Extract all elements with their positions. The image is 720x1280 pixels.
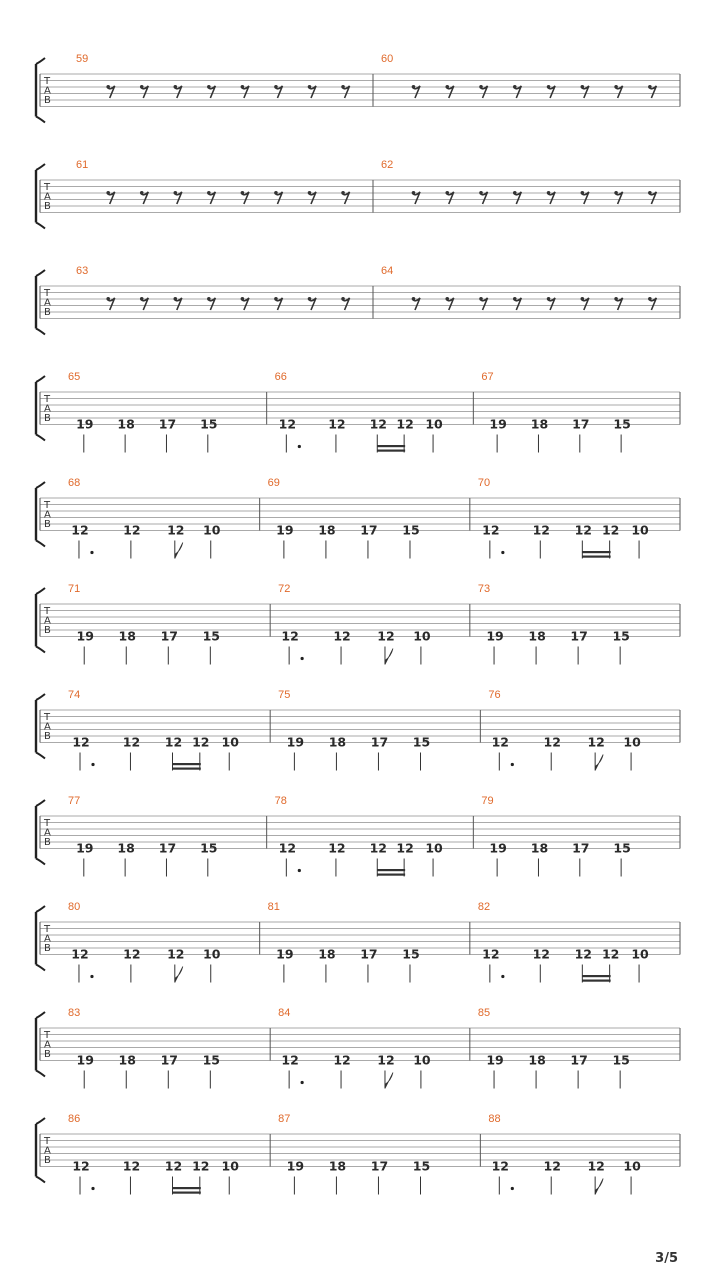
tab-clef-letter: B: [44, 201, 51, 212]
bracket-hook-bottom: [36, 965, 45, 971]
rhythm-dot: [298, 869, 301, 872]
fret-number: 17: [370, 1158, 389, 1174]
rest-dot: [140, 191, 144, 195]
fret-number: 19: [486, 1052, 504, 1068]
fret-number: 17: [360, 946, 378, 962]
measure-number: 64: [381, 265, 394, 277]
fret-number: 18: [117, 416, 135, 432]
rest-dot: [614, 297, 618, 301]
measure-number: 81: [267, 901, 280, 913]
tab-clef-letter: B: [44, 731, 51, 742]
fret-number: 15: [612, 628, 630, 644]
rhythm-dot: [501, 551, 504, 554]
fret-number: 12: [122, 734, 141, 750]
fret-number: 19: [486, 628, 504, 644]
fret-number: 17: [572, 840, 590, 856]
bracket-hook-top: [36, 164, 45, 170]
rest-dot: [648, 297, 652, 301]
tab-clef-letter: A: [44, 615, 51, 627]
measure-number: 72: [278, 583, 291, 595]
measure-number: 63: [76, 265, 89, 277]
measure-number: 61: [76, 159, 89, 171]
fret-number: 18: [118, 1052, 136, 1068]
tab-clef-letter: B: [44, 413, 51, 424]
fret-number: 18: [117, 840, 135, 856]
rest-dot: [445, 191, 449, 195]
fret-number: 15: [412, 1158, 431, 1174]
bracket-hook-top: [36, 482, 45, 488]
fret-number: 18: [318, 946, 336, 962]
fret-number: 12: [587, 734, 605, 750]
bracket-hook-top: [36, 1118, 45, 1124]
tab-clef-letter: B: [44, 837, 51, 848]
rest-dot: [648, 191, 652, 195]
fret-number: 10: [631, 522, 649, 538]
tab-clef-letter: T: [44, 182, 51, 193]
tab-clef-letter: B: [44, 307, 51, 318]
rest-dot: [106, 297, 110, 301]
rest-dot: [241, 85, 245, 89]
bracket-hook-bottom: [36, 1071, 45, 1077]
fret-number: 12: [122, 1158, 141, 1174]
tab-clef-letter: B: [44, 625, 51, 636]
fret-number: 12: [377, 628, 395, 644]
fret-number: 19: [286, 734, 305, 750]
measure-number: 67: [481, 371, 494, 383]
measure-number: 77: [68, 795, 81, 807]
rest-dot: [412, 191, 416, 195]
fret-number: 12: [396, 840, 414, 856]
beam: [377, 874, 405, 876]
eighth-flag: [385, 1073, 393, 1089]
measure-number: 59: [76, 53, 89, 65]
bracket-hook-bottom: [36, 1177, 45, 1183]
tab-system: [36, 159, 680, 229]
rest-dot: [207, 85, 211, 89]
rhythm-dot: [298, 445, 301, 448]
fret-number: 12: [72, 1158, 90, 1174]
bracket-hook-bottom: [36, 117, 45, 123]
rest-dot: [581, 85, 585, 89]
tab-clef-letter: A: [44, 827, 51, 839]
fret-number: 12: [192, 734, 210, 750]
rest-dot: [308, 297, 312, 301]
fret-number: 12: [574, 522, 593, 538]
beam: [172, 1187, 200, 1189]
fret-number: 12: [491, 734, 510, 750]
eighth-flag: [385, 649, 393, 665]
rest-dot: [207, 297, 211, 301]
beam: [582, 975, 610, 977]
tab-system: [36, 1113, 680, 1195]
rhythm-dot: [91, 1187, 94, 1190]
fret-number: 17: [160, 628, 178, 644]
bracket-hook-bottom: [36, 541, 45, 547]
rhythm-dot: [501, 975, 504, 978]
tab-clef-letter: B: [44, 1049, 51, 1060]
rest-dot: [174, 297, 178, 301]
beam: [582, 556, 610, 558]
measure-number: 88: [488, 1113, 501, 1125]
tab-clef-letter: A: [44, 1145, 51, 1157]
fret-number: 12: [482, 946, 500, 962]
fret-number: 12: [328, 416, 346, 432]
tab-clef-letter: A: [44, 191, 51, 203]
tab-clef-letter: B: [44, 1155, 51, 1166]
fret-number: 19: [489, 416, 507, 432]
rhythm-dot: [301, 1081, 304, 1084]
fret-number: 15: [613, 416, 631, 432]
fret-number: 12: [281, 1052, 299, 1068]
fret-number: 10: [425, 840, 443, 856]
bracket-hook-bottom: [36, 647, 45, 653]
bracket-hook-bottom: [36, 859, 45, 865]
fret-number: 12: [369, 416, 387, 432]
rest-dot: [513, 85, 517, 89]
fret-number: 15: [613, 840, 631, 856]
rest-dot: [547, 191, 551, 195]
fret-number: 12: [587, 1158, 605, 1174]
fret-number: 18: [528, 1052, 546, 1068]
measure-number: 60: [381, 53, 394, 65]
fret-number: 17: [160, 1052, 178, 1068]
measure-number: 68: [68, 477, 81, 489]
fret-number: 19: [276, 522, 294, 538]
measure-number: 71: [68, 583, 81, 595]
rest-dot: [341, 297, 345, 301]
rest-dot: [412, 297, 416, 301]
rhythm-dot: [90, 975, 93, 978]
rest-dot: [445, 297, 449, 301]
fret-number: 10: [203, 946, 221, 962]
rest-dot: [513, 191, 517, 195]
fret-number: 12: [333, 628, 351, 644]
fret-number: 12: [192, 1158, 210, 1174]
rest-dot: [547, 85, 551, 89]
fret-number: 18: [318, 522, 336, 538]
tab-clef-letter: T: [44, 500, 51, 511]
fret-number: 12: [71, 522, 89, 538]
measure-number: 62: [381, 159, 394, 171]
tab-clef-letter: T: [44, 76, 51, 87]
eighth-flag: [175, 543, 183, 559]
rest-dot: [241, 297, 245, 301]
beam: [377, 450, 405, 452]
fret-number: 10: [203, 522, 221, 538]
beam: [377, 869, 405, 871]
rhythm-dot: [301, 657, 304, 660]
rest-dot: [341, 85, 345, 89]
fret-number: 12: [333, 1052, 351, 1068]
fret-number: 15: [612, 1052, 630, 1068]
fret-number: 12: [278, 416, 297, 432]
tab-clef-letter: T: [44, 606, 51, 617]
fret-number: 12: [574, 946, 593, 962]
measure-number: 73: [477, 583, 491, 595]
fret-number: 19: [286, 1158, 305, 1174]
fret-number: 18: [530, 416, 549, 432]
fret-number: 15: [402, 522, 420, 538]
fret-number: 12: [369, 840, 387, 856]
fret-number: 12: [532, 522, 550, 538]
bracket-hook-top: [36, 270, 45, 276]
tab-system: [36, 583, 680, 665]
measure-number: 79: [481, 795, 494, 807]
tab-system: [36, 689, 680, 771]
fret-number: 19: [76, 416, 94, 432]
tab-clef-letter: A: [44, 509, 51, 521]
page-number: 3/5: [655, 1251, 678, 1266]
rest-dot: [106, 85, 110, 89]
rest-dot: [581, 297, 585, 301]
bracket-hook-bottom: [36, 223, 45, 229]
beam: [172, 1192, 200, 1194]
fret-number: 19: [76, 628, 94, 644]
tab-system: [36, 371, 680, 453]
fret-number: 18: [530, 840, 549, 856]
measure-number: 86: [68, 1113, 81, 1125]
fret-number: 10: [623, 1158, 641, 1174]
fret-number: 12: [71, 946, 89, 962]
rest-dot: [614, 85, 618, 89]
bracket-hook-top: [36, 588, 45, 594]
tab-system: [36, 53, 680, 123]
beam: [172, 768, 200, 770]
tab-system: [36, 795, 680, 877]
rest-dot: [479, 191, 483, 195]
rest-dot: [174, 191, 178, 195]
tab-clef-letter: T: [44, 1030, 51, 1041]
rest-dot: [174, 85, 178, 89]
eighth-flag: [595, 755, 603, 771]
tab-clef-letter: B: [44, 519, 51, 530]
fret-number: 12: [396, 416, 414, 432]
tab-clef-letter: A: [44, 297, 51, 309]
rhythm-dot: [90, 551, 93, 554]
fret-number: 12: [328, 840, 346, 856]
tab-system: [36, 1007, 680, 1089]
tab-system: [36, 477, 680, 559]
fret-number: 15: [200, 416, 218, 432]
fret-number: 10: [623, 734, 641, 750]
fret-number: 12: [164, 734, 183, 750]
measure-number: 84: [278, 1007, 291, 1019]
fret-number: 19: [489, 840, 507, 856]
tab-clef-letter: T: [44, 712, 51, 723]
fret-number: 10: [413, 628, 431, 644]
fret-number: 15: [202, 628, 221, 644]
beam: [377, 445, 405, 447]
rest-dot: [479, 297, 483, 301]
rest-dot: [308, 191, 312, 195]
measure-number: 87: [278, 1113, 291, 1125]
rhythm-dot: [511, 763, 514, 766]
beam: [582, 551, 610, 553]
tab-clef-letter: B: [44, 95, 51, 106]
beam: [172, 763, 200, 765]
rest-dot: [547, 297, 551, 301]
fret-number: 10: [221, 1158, 239, 1174]
fret-number: 17: [370, 734, 389, 750]
fret-number: 10: [221, 734, 239, 750]
rest-dot: [207, 191, 211, 195]
tab-clef-letter: T: [44, 818, 51, 829]
rest-dot: [513, 297, 517, 301]
tab-clef-letter: T: [44, 924, 51, 935]
eighth-flag: [595, 1179, 603, 1195]
bracket-hook-top: [36, 906, 45, 912]
fret-number: 18: [328, 1158, 347, 1174]
measure-number: 66: [274, 371, 287, 383]
rest-dot: [140, 85, 144, 89]
rest-dot: [581, 191, 585, 195]
measure-number: 74: [68, 689, 81, 701]
fret-number: 17: [572, 416, 590, 432]
bracket-hook-top: [36, 694, 45, 700]
bracket-hook-bottom: [36, 753, 45, 759]
tab-clef-letter: A: [44, 85, 51, 97]
tab-system: [36, 901, 680, 983]
bracket-hook-top: [36, 1012, 45, 1018]
fret-number: 18: [528, 628, 546, 644]
fret-number: 12: [164, 1158, 183, 1174]
fret-number: 12: [167, 946, 185, 962]
rest-dot: [140, 297, 144, 301]
fret-number: 15: [412, 734, 431, 750]
fret-number: 18: [328, 734, 347, 750]
rest-dot: [274, 191, 278, 195]
fret-number: 19: [76, 840, 94, 856]
fret-number: 12: [278, 840, 297, 856]
fret-number: 12: [543, 734, 561, 750]
rhythm-dot: [91, 763, 94, 766]
fret-number: 12: [491, 1158, 510, 1174]
tab-clef-letter: A: [44, 933, 51, 945]
bracket-hook-top: [36, 376, 45, 382]
fret-number: 12: [543, 1158, 561, 1174]
rhythm-dot: [511, 1187, 514, 1190]
rest-dot: [106, 191, 110, 195]
measure-number: 80: [68, 901, 81, 913]
measure-number: 78: [274, 795, 287, 807]
fret-number: 19: [276, 946, 294, 962]
fret-number: 18: [118, 628, 136, 644]
fret-number: 12: [281, 628, 299, 644]
tab-clef-letter: T: [44, 288, 51, 299]
fret-number: 15: [200, 840, 218, 856]
measure-number: 70: [477, 477, 491, 489]
fret-number: 12: [601, 946, 620, 962]
fret-number: 17: [158, 416, 177, 432]
bracket-hook-top: [36, 800, 45, 806]
measure-number: 85: [477, 1007, 491, 1019]
measure-number: 69: [267, 477, 280, 489]
measure-number: 65: [68, 371, 81, 383]
tab-clef-letter: A: [44, 1039, 51, 1051]
bracket-hook-bottom: [36, 435, 45, 441]
fret-number: 19: [76, 1052, 94, 1068]
fret-number: 12: [167, 522, 185, 538]
fret-number: 12: [72, 734, 90, 750]
fret-number: 12: [482, 522, 500, 538]
tab-clef-letter: A: [44, 403, 51, 415]
fret-number: 15: [202, 1052, 221, 1068]
bracket-hook-bottom: [36, 329, 45, 335]
rest-dot: [479, 85, 483, 89]
measure-number: 83: [68, 1007, 81, 1019]
fret-number: 17: [158, 840, 177, 856]
tab-system: [36, 265, 680, 335]
fret-number: 12: [123, 522, 141, 538]
tab-clef-letter: T: [44, 1136, 51, 1147]
measure-number: 76: [488, 689, 501, 701]
fret-number: 12: [377, 1052, 395, 1068]
eighth-flag: [175, 967, 183, 983]
bracket-hook-top: [36, 58, 45, 64]
rest-dot: [274, 297, 278, 301]
rest-dot: [274, 85, 278, 89]
fret-number: 12: [532, 946, 550, 962]
rest-dot: [445, 85, 449, 89]
fret-number: 10: [425, 416, 443, 432]
rest-dot: [241, 191, 245, 195]
tab-clef-letter: A: [44, 721, 51, 733]
fret-number: 10: [413, 1052, 431, 1068]
tab-clef-letter: B: [44, 943, 51, 954]
measure-number: 82: [477, 901, 491, 913]
rest-dot: [308, 85, 312, 89]
fret-number: 12: [123, 946, 141, 962]
rest-dot: [341, 191, 345, 195]
fret-number: 12: [601, 522, 620, 538]
rest-dot: [412, 85, 416, 89]
fret-number: 15: [402, 946, 420, 962]
rest-dot: [614, 191, 618, 195]
fret-number: 10: [631, 946, 649, 962]
fret-number: 17: [360, 522, 378, 538]
measure-number: 75: [278, 689, 291, 701]
rest-dot: [648, 85, 652, 89]
fret-number: 17: [570, 628, 588, 644]
fret-number: 17: [570, 1052, 588, 1068]
beam: [582, 980, 610, 982]
tab-clef-letter: T: [44, 394, 51, 405]
